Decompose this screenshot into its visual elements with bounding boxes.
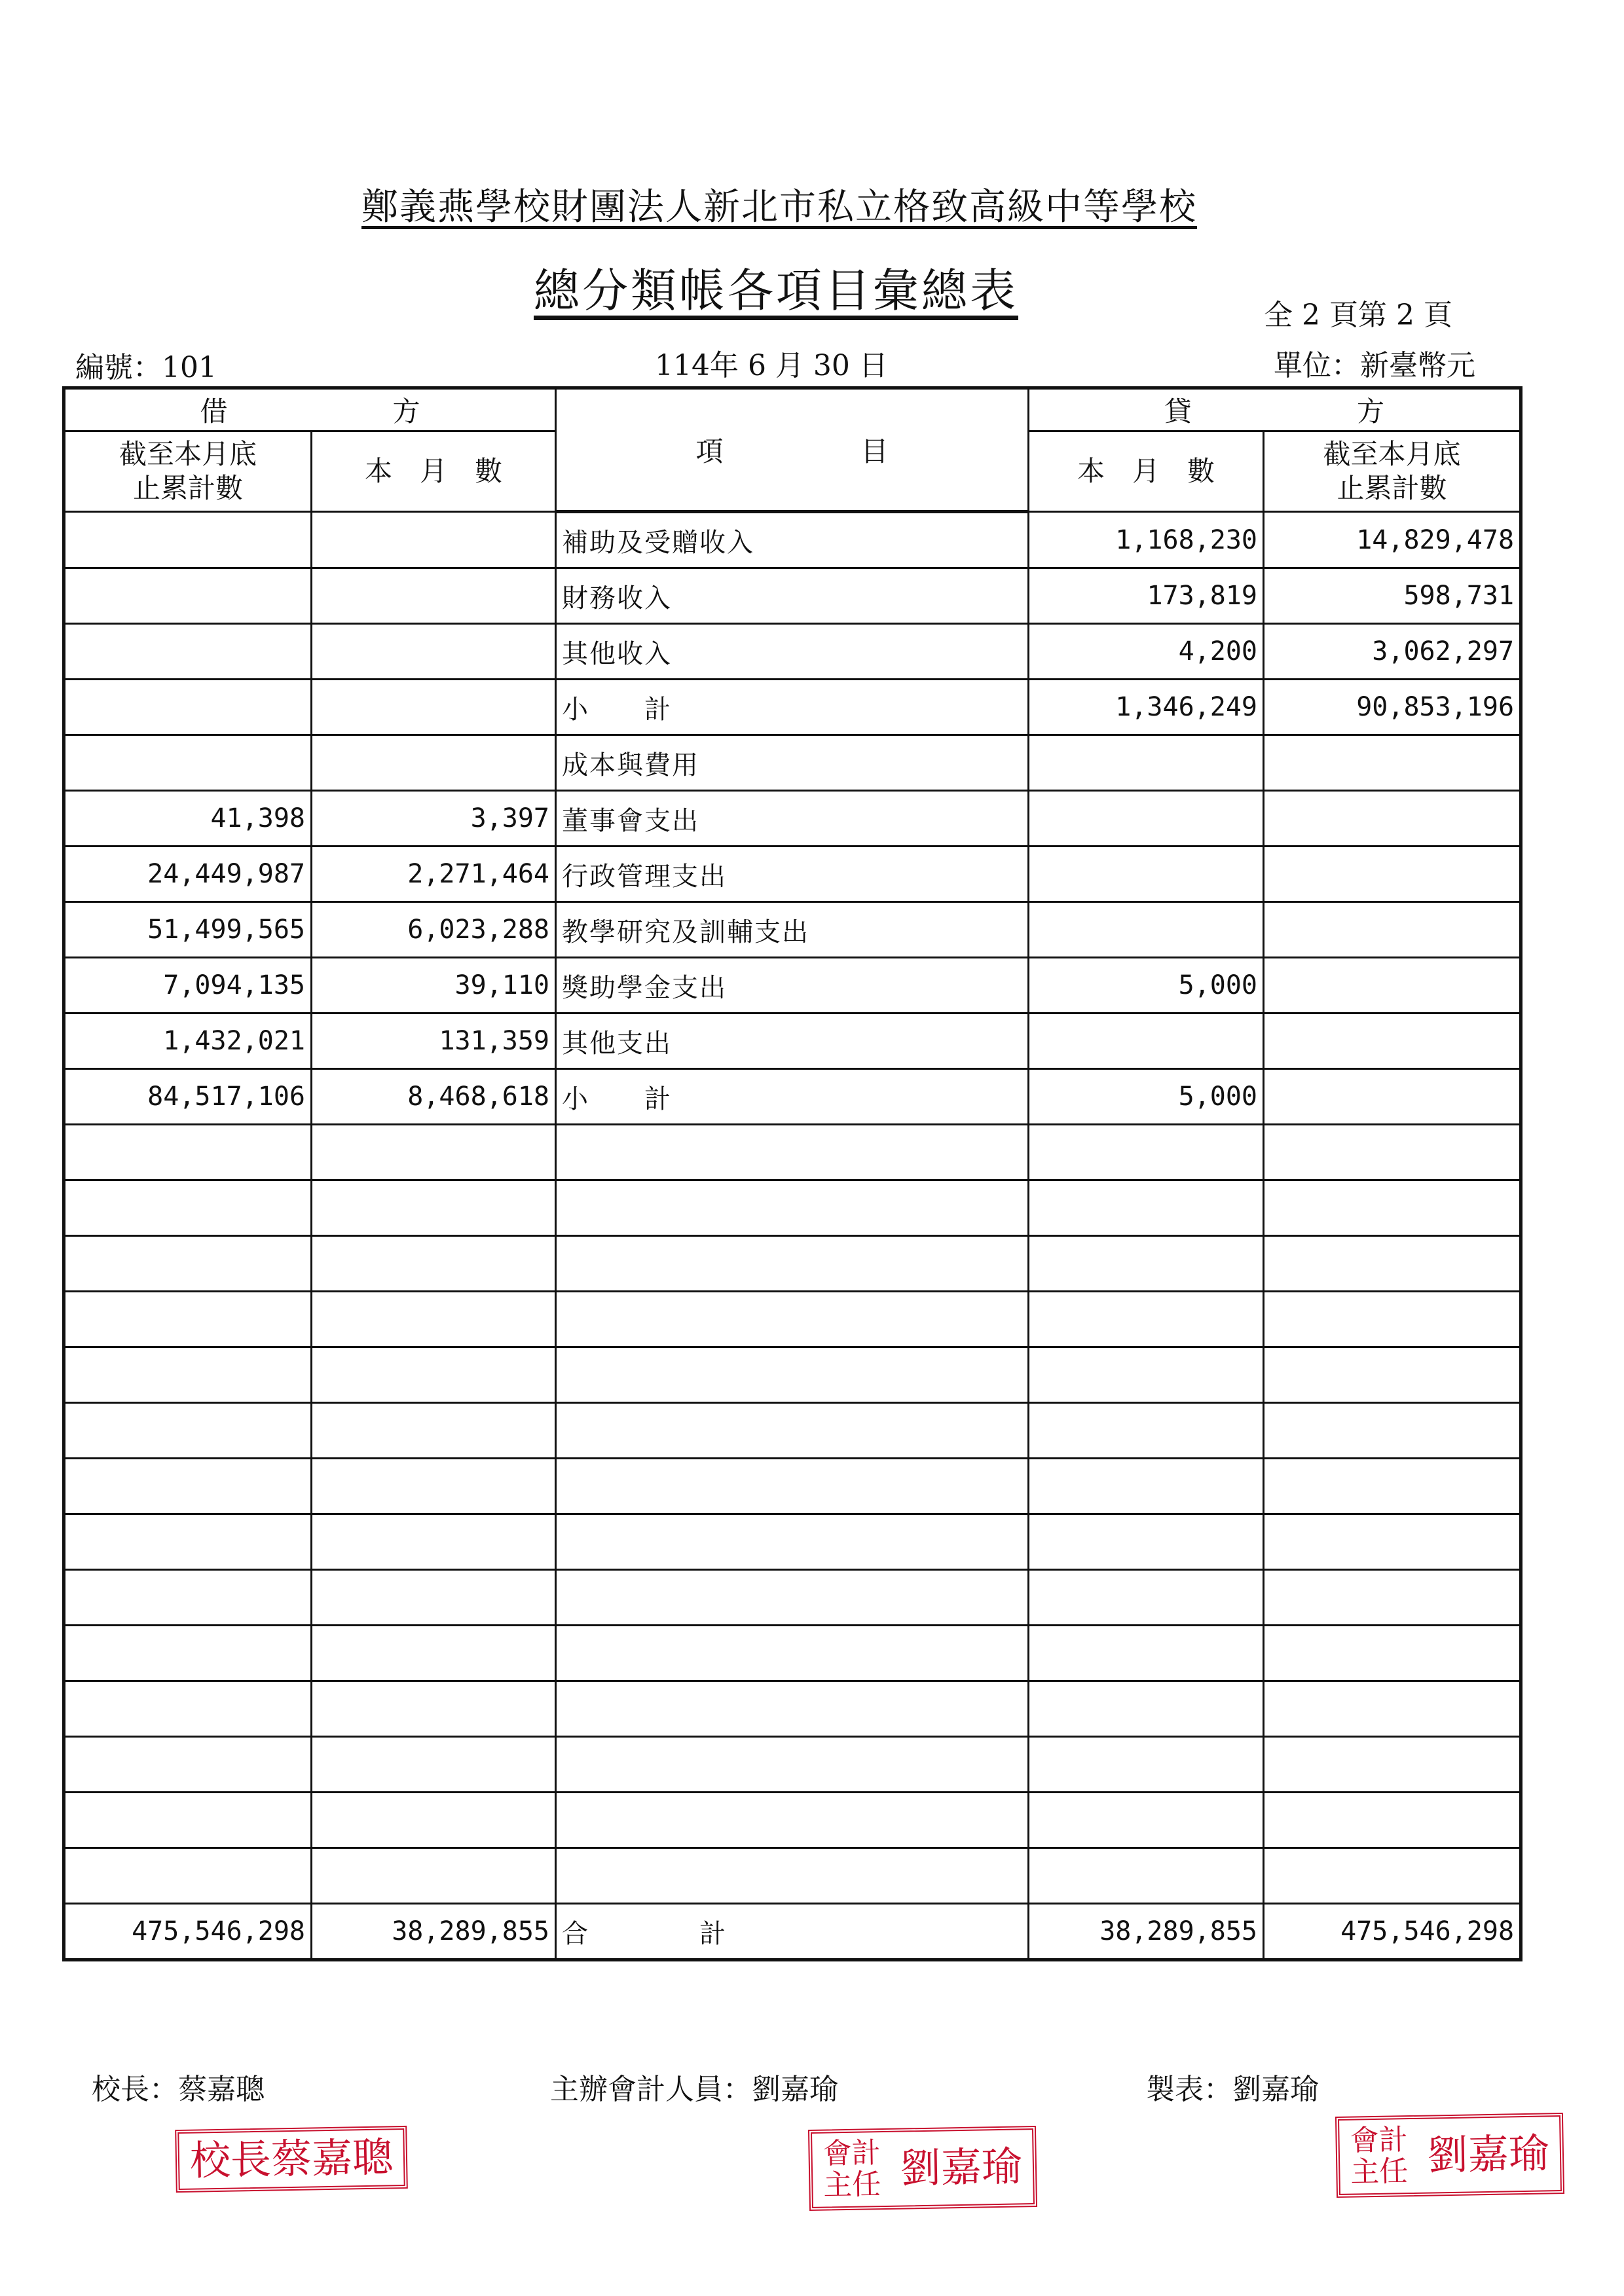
debit-cumulative-cell <box>64 624 312 680</box>
debit-month-cell <box>312 1459 556 1514</box>
debit-cumulative-cell <box>64 1514 312 1570</box>
credit-month-header: 本 月 數 <box>1029 431 1264 512</box>
credit-cumulative-cell <box>1264 1292 1521 1347</box>
credit-cumulative-cell <box>1264 1125 1521 1180</box>
debit-cumulative-cell <box>64 1292 312 1347</box>
item-cell <box>556 1848 1029 1904</box>
table-row <box>64 1180 1521 1236</box>
credit-cumulative-cell <box>1264 1403 1521 1459</box>
credit-month-cell: 4,200 <box>1029 624 1264 680</box>
credit-cumulative-cell <box>1264 1236 1521 1292</box>
credit-cumulative-cell: 3,062,297 <box>1264 624 1521 680</box>
principal-signature: 校長：蔡嘉聰 <box>92 2073 265 2106</box>
credit-cumulative-cell <box>1264 1069 1521 1125</box>
credit-month-cell <box>1029 735 1264 791</box>
credit-cumulative-cell: 90,853,196 <box>1264 680 1521 735</box>
table-row <box>64 512 1521 568</box>
table-row <box>64 1737 1521 1793</box>
table-row <box>64 1626 1521 1681</box>
table-row <box>64 1013 1521 1069</box>
credit-cumulative-cell <box>1264 791 1521 847</box>
table-row <box>64 958 1521 1013</box>
credit-month-cell <box>1029 791 1264 847</box>
credit-month-cell <box>1029 902 1264 958</box>
item-cell: 教學研究及訓輔支出 <box>556 902 1029 958</box>
credit-month-cell <box>1029 1403 1264 1459</box>
item-cell <box>556 1403 1029 1459</box>
table-row <box>64 680 1521 735</box>
table-row <box>64 624 1521 680</box>
debit-cumulative-cell: 24,449,987 <box>64 847 312 902</box>
item-cell <box>556 1514 1029 1570</box>
item-cell <box>556 1292 1029 1347</box>
item-cell: 補助及受贈收入 <box>556 512 1029 568</box>
credit-month-cell <box>1029 1793 1264 1848</box>
table-row <box>64 1292 1521 1347</box>
cumulative-label-line2: 止累計數 <box>132 472 243 504</box>
debit-month-header: 本 月 數 <box>312 431 556 512</box>
table-row <box>64 1236 1521 1292</box>
table-row <box>64 735 1521 791</box>
credit-cumulative-cell <box>1264 1681 1521 1737</box>
debit-month-cell <box>312 1347 556 1403</box>
item-cell <box>556 1125 1029 1180</box>
table-row <box>64 568 1521 624</box>
item-cell: 董事會支出 <box>556 791 1029 847</box>
principal-stamp-text: 校長蔡嘉聰 <box>189 2133 394 2185</box>
debit-cumulative-cell: 1,432,021 <box>64 1013 312 1069</box>
document-number: 編號：101 <box>75 351 217 384</box>
debit-month-cell <box>312 624 556 680</box>
debit-cumulative-cell <box>64 1180 312 1236</box>
debit-cumulative-cell: 7,094,135 <box>64 958 312 1013</box>
credit-month-cell <box>1029 1125 1264 1180</box>
table-row <box>64 1570 1521 1626</box>
table-row <box>64 847 1521 902</box>
debit-month-cell: 131,359 <box>312 1013 556 1069</box>
debit-month-cell <box>312 1626 556 1681</box>
credit-cumulative-cell <box>1264 1793 1521 1848</box>
debit-cumulative-cell <box>64 735 312 791</box>
debit-cumulative-cell <box>64 1793 312 1848</box>
credit-month-cell <box>1029 1737 1264 1793</box>
debit-cumulative-cell: 41,398 <box>64 791 312 847</box>
cumulative-label-line2: 止累計數 <box>1337 472 1447 504</box>
debit-cumulative-cell <box>64 1236 312 1292</box>
page-info: 全 2 頁第 2 頁 <box>1264 299 1452 332</box>
debit-month-cell <box>312 1681 556 1737</box>
debit-month-cell <box>312 512 556 568</box>
credit-month-cell <box>1029 1848 1264 1904</box>
item-cell <box>556 1180 1029 1236</box>
total-item-cell: 合 計 <box>556 1904 1029 1960</box>
debit-month-cell <box>312 1125 556 1180</box>
credit-cumulative-cell: 598,731 <box>1264 568 1521 624</box>
debit-cumulative-cell <box>64 1737 312 1793</box>
preparer-stamp-name: 劉嘉瑜 <box>1427 2129 1550 2179</box>
total-debit-cumulative-cell: 475,546,298 <box>64 1904 312 1960</box>
debit-cumulative-cell <box>64 1403 312 1459</box>
debit-cumulative-cell <box>64 1570 312 1626</box>
debit-month-cell: 2,271,464 <box>312 847 556 902</box>
credit-cumulative-header <box>1264 431 1521 512</box>
credit-cumulative-cell <box>1264 1626 1521 1681</box>
credit-month-cell <box>1029 1180 1264 1236</box>
report-title: 總分類帳各項目彙總表 <box>534 264 1018 318</box>
credit-cumulative-cell <box>1264 1848 1521 1904</box>
debit-cumulative-cell: 51,499,565 <box>64 902 312 958</box>
item-cell <box>556 1570 1029 1626</box>
debit-month-cell <box>312 1236 556 1292</box>
item-cell: 其他支出 <box>556 1013 1029 1069</box>
total-row <box>64 1904 1521 1960</box>
school-name: 鄭義燕學校財團法人新北市私立格致高級中等學校 <box>361 186 1197 228</box>
table-row <box>64 1514 1521 1570</box>
item-cell: 行政管理支出 <box>556 847 1029 902</box>
debit-cumulative-cell <box>64 1125 312 1180</box>
debit-cumulative-cell <box>64 568 312 624</box>
debit-month-cell: 39,110 <box>312 958 556 1013</box>
credit-month-cell <box>1029 847 1264 902</box>
credit-month-cell <box>1029 1347 1264 1403</box>
debit-month-cell <box>312 568 556 624</box>
debit-month-cell <box>312 1514 556 1570</box>
table-row <box>64 1069 1521 1125</box>
credit-month-cell: 173,819 <box>1029 568 1264 624</box>
debit-month-cell <box>312 1737 556 1793</box>
item-cell <box>556 1347 1029 1403</box>
cumulative-label-line1: 截至本月底 <box>1323 438 1461 470</box>
credit-cumulative-cell: 14,829,478 <box>1264 512 1521 568</box>
credit-cumulative-cell <box>1264 1737 1521 1793</box>
debit-cumulative-header <box>64 431 312 512</box>
credit-cumulative-cell <box>1264 1570 1521 1626</box>
debit-month-cell: 3,397 <box>312 791 556 847</box>
accountant-stamp-name: 劉嘉瑜 <box>900 2142 1023 2193</box>
credit-month-cell <box>1029 1013 1264 1069</box>
item-cell: 獎助學金支出 <box>556 958 1029 1013</box>
debit-cumulative-cell <box>64 1848 312 1904</box>
accountant-signature: 主辦會計人員：劉嘉瑜 <box>550 2073 838 2106</box>
debit-cumulative-cell <box>64 1681 312 1737</box>
total-credit-month-cell: 38,289,855 <box>1029 1904 1264 1960</box>
credit-cumulative-cell <box>1264 1514 1521 1570</box>
debit-month-cell <box>312 1403 556 1459</box>
item-cell <box>556 1793 1029 1848</box>
table-row <box>64 1793 1521 1848</box>
item-header: 項 目 <box>556 388 1029 512</box>
stamp-title-line1: 會計 <box>1350 2123 1409 2158</box>
total-debit-month-cell: 38,289,855 <box>312 1904 556 1960</box>
debit-month-cell <box>312 1793 556 1848</box>
debit-cumulative-cell <box>64 1626 312 1681</box>
debit-month-cell: 8,468,618 <box>312 1069 556 1125</box>
credit-month-cell: 5,000 <box>1029 1069 1264 1125</box>
principal-stamp <box>175 2126 408 2193</box>
credit-cumulative-cell <box>1264 1013 1521 1069</box>
credit-cumulative-cell <box>1264 958 1521 1013</box>
debit-cumulative-cell <box>64 1347 312 1403</box>
credit-cumulative-cell <box>1264 847 1521 902</box>
item-cell: 財務收入 <box>556 568 1029 624</box>
credit-cumulative-cell <box>1264 1459 1521 1514</box>
credit-cumulative-cell <box>1264 902 1521 958</box>
ledger-sheet <box>62 386 1519 1961</box>
stamp-title-line2: 主任 <box>822 2168 881 2202</box>
item-cell <box>556 1737 1029 1793</box>
credit-month-cell <box>1029 1459 1264 1514</box>
preparer-signature: 製表：劉嘉瑜 <box>1146 2073 1319 2106</box>
table-row <box>64 1347 1521 1403</box>
debit-cumulative-cell <box>64 1459 312 1514</box>
credit-month-cell <box>1029 1626 1264 1681</box>
credit-month-cell: 1,168,230 <box>1029 512 1264 568</box>
credit-month-cell: 1,346,249 <box>1029 680 1264 735</box>
debit-month-cell <box>312 1570 556 1626</box>
item-cell <box>556 1681 1029 1737</box>
debit-cumulative-cell: 84,517,106 <box>64 1069 312 1125</box>
accountant-stamp <box>808 2126 1037 2211</box>
debit-month-cell: 6,023,288 <box>312 902 556 958</box>
currency-unit: 單位：新臺幣元 <box>1274 349 1475 382</box>
preparer-stamp-title <box>1350 2124 1409 2189</box>
item-cell: 小 計 <box>556 680 1029 735</box>
debit-month-cell <box>312 680 556 735</box>
total-credit-cumulative-cell: 475,546,298 <box>1264 1904 1521 1960</box>
table-row <box>64 1848 1521 1904</box>
debit-month-cell <box>312 1292 556 1347</box>
debit-cumulative-cell <box>64 512 312 568</box>
debit-header: 借 方 <box>64 388 556 431</box>
item-cell: 其他收入 <box>556 624 1029 680</box>
credit-header: 貸 方 <box>1029 388 1521 431</box>
credit-month-cell <box>1029 1236 1264 1292</box>
debit-month-cell <box>312 1180 556 1236</box>
table-row <box>64 1125 1521 1180</box>
credit-month-cell <box>1029 1292 1264 1347</box>
table-row <box>64 1403 1521 1459</box>
table-row <box>64 791 1521 847</box>
accountant-stamp-title <box>822 2138 881 2202</box>
header-row-1 <box>64 388 1521 431</box>
credit-month-cell <box>1029 1570 1264 1626</box>
table-row <box>64 1459 1521 1514</box>
table-row <box>64 902 1521 958</box>
credit-month-cell: 5,000 <box>1029 958 1264 1013</box>
item-cell <box>556 1626 1029 1681</box>
preparer-stamp <box>1335 2113 1564 2198</box>
credit-cumulative-cell <box>1264 735 1521 791</box>
credit-cumulative-cell <box>1264 1180 1521 1236</box>
item-cell <box>556 1459 1029 1514</box>
report-date: 114年 6 月 30 日 <box>655 349 888 382</box>
credit-month-cell <box>1029 1681 1264 1737</box>
stamp-title-line1: 會計 <box>822 2136 881 2171</box>
item-cell: 小 計 <box>556 1069 1029 1125</box>
table-row <box>64 1681 1521 1737</box>
stamp-title-line2: 主任 <box>1350 2155 1409 2189</box>
item-cell <box>556 1236 1029 1292</box>
debit-month-cell <box>312 735 556 791</box>
credit-month-cell <box>1029 1514 1264 1570</box>
credit-cumulative-cell <box>1264 1347 1521 1403</box>
debit-month-cell <box>312 1848 556 1904</box>
cumulative-label-line1: 截至本月底 <box>119 438 257 470</box>
item-cell: 成本與費用 <box>556 735 1029 791</box>
debit-cumulative-cell <box>64 680 312 735</box>
ledger-table <box>62 386 1522 1961</box>
